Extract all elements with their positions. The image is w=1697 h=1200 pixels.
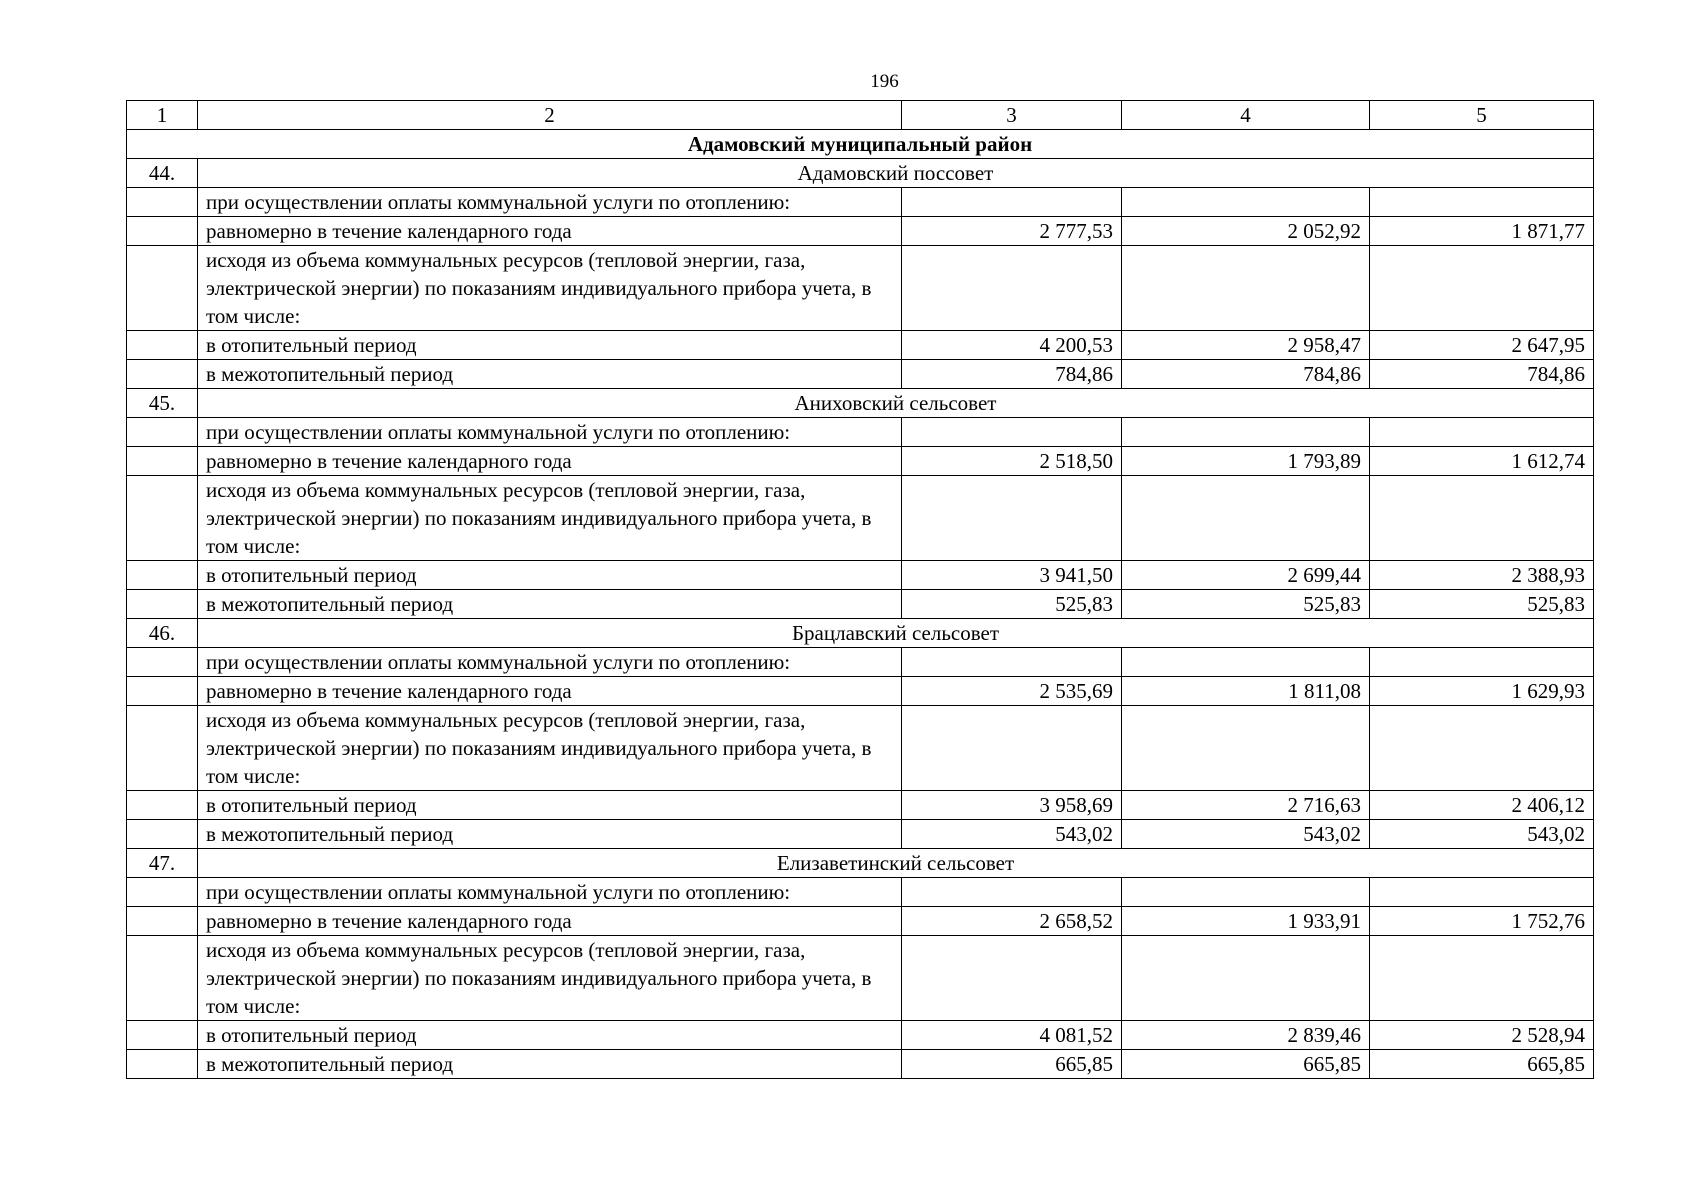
table-row <box>127 590 1594 619</box>
row-number-cell <box>127 188 198 217</box>
row-number-cell <box>127 1021 198 1050</box>
table-row <box>127 791 1594 820</box>
column-header-row <box>127 101 1594 130</box>
value-cell <box>1122 476 1370 561</box>
table-row <box>127 878 1594 907</box>
row-label-meter: исходя из объема коммунальных ресурсов (тепловой энергии, газа, электрической энергии) по показаниям индивидуального прибора учета, в том числе: <box>198 706 902 791</box>
value-cell <box>902 246 1122 331</box>
row-label-heating: в отопительный период <box>198 561 902 590</box>
value-cell <box>1370 648 1594 677</box>
table-row <box>127 246 1594 331</box>
value-cell: 2 406,12 <box>1370 791 1594 820</box>
value-cell: 2 388,93 <box>1370 561 1594 590</box>
row-label-even: равномерно в течение календарного года <box>198 217 902 246</box>
row-label-even: равномерно в течение календарного года <box>198 677 902 706</box>
value-cell <box>1122 648 1370 677</box>
value-cell: 784,86 <box>902 360 1122 389</box>
table-row <box>127 447 1594 476</box>
value-cell: 543,02 <box>1370 820 1594 849</box>
value-cell: 784,86 <box>1370 360 1594 389</box>
value-cell: 543,02 <box>902 820 1122 849</box>
table-row <box>127 706 1594 791</box>
row-label-meter: исходя из объема коммунальных ресурсов (тепловой энергии, газа, электрической энергии) по показаниям индивидуального прибора учета, в том числе: <box>198 476 902 561</box>
row-number-cell <box>127 246 198 331</box>
settlement-row <box>127 159 1594 188</box>
value-cell: 1 933,91 <box>1122 907 1370 936</box>
value-cell: 1 752,76 <box>1370 907 1594 936</box>
value-cell: 2 699,44 <box>1122 561 1370 590</box>
value-cell: 525,83 <box>1122 590 1370 619</box>
value-cell: 2 839,46 <box>1122 1021 1370 1050</box>
row-number-cell <box>127 936 198 1021</box>
value-cell <box>1122 188 1370 217</box>
value-cell: 3 941,50 <box>902 561 1122 590</box>
table-row <box>127 936 1594 1021</box>
value-cell <box>1122 878 1370 907</box>
value-cell <box>1122 418 1370 447</box>
value-cell <box>1122 706 1370 791</box>
column-header: 1 <box>127 101 198 130</box>
row-number-cell <box>127 418 198 447</box>
row-label-nonheating: в межотопительный период <box>198 360 902 389</box>
value-cell <box>1122 936 1370 1021</box>
table-row <box>127 188 1594 217</box>
value-cell <box>902 648 1122 677</box>
row-number-cell <box>127 648 198 677</box>
table-row <box>127 331 1594 360</box>
settlement-number: 46. <box>127 619 198 648</box>
row-label-payment: при осуществлении оплаты коммунальной услуги по отоплению: <box>198 188 902 217</box>
settlement-row <box>127 849 1594 878</box>
value-cell <box>1122 246 1370 331</box>
row-number-cell <box>127 878 198 907</box>
value-cell: 3 958,69 <box>902 791 1122 820</box>
value-cell: 2 528,94 <box>1370 1021 1594 1050</box>
value-cell <box>902 188 1122 217</box>
table-row <box>127 648 1594 677</box>
column-header: 2 <box>198 101 902 130</box>
row-label-payment: при осуществлении оплаты коммунальной услуги по отоплению: <box>198 878 902 907</box>
value-cell: 2 647,95 <box>1370 331 1594 360</box>
value-cell <box>1370 476 1594 561</box>
settlement-name: Аниховский сельсовет <box>198 389 1594 418</box>
settlement-number: 44. <box>127 159 198 188</box>
region-row <box>127 130 1594 159</box>
table-row <box>127 561 1594 590</box>
row-label-even: равномерно в течение календарного года <box>198 447 902 476</box>
row-number-cell <box>127 360 198 389</box>
value-cell: 2 777,53 <box>902 217 1122 246</box>
row-number-cell <box>127 447 198 476</box>
row-label-nonheating: в межотопительный период <box>198 1050 902 1079</box>
value-cell: 1 612,74 <box>1370 447 1594 476</box>
row-label-meter: исходя из объема коммунальных ресурсов (тепловой энергии, газа, электрической энергии) по показаниям индивидуального прибора учета, в том числе: <box>198 936 902 1021</box>
row-label-nonheating: в межотопительный период <box>198 590 902 619</box>
value-cell: 1 811,08 <box>1122 677 1370 706</box>
value-cell <box>1370 418 1594 447</box>
value-cell <box>1370 936 1594 1021</box>
value-cell: 525,83 <box>902 590 1122 619</box>
value-cell <box>902 476 1122 561</box>
value-cell <box>1370 706 1594 791</box>
row-number-cell <box>127 706 198 791</box>
column-header: 4 <box>1122 101 1370 130</box>
settlement-name: Брацлавский сельсовет <box>198 619 1594 648</box>
table-row <box>127 217 1594 246</box>
value-cell: 4 200,53 <box>902 331 1122 360</box>
value-cell: 4 081,52 <box>902 1021 1122 1050</box>
table-row <box>127 820 1594 849</box>
row-number-cell <box>127 907 198 936</box>
value-cell <box>1370 878 1594 907</box>
value-cell: 1 793,89 <box>1122 447 1370 476</box>
table-row <box>127 418 1594 447</box>
row-number-cell <box>127 590 198 619</box>
value-cell <box>902 706 1122 791</box>
value-cell: 2 518,50 <box>902 447 1122 476</box>
value-cell: 2 052,92 <box>1122 217 1370 246</box>
row-number-cell <box>127 217 198 246</box>
value-cell: 2 535,69 <box>902 677 1122 706</box>
settlement-number: 45. <box>127 389 198 418</box>
row-label-even: равномерно в течение календарного года <box>198 907 902 936</box>
value-cell <box>1370 246 1594 331</box>
table-row <box>127 677 1594 706</box>
row-number-cell <box>127 677 198 706</box>
row-number-cell <box>127 791 198 820</box>
row-label-heating: в отопительный период <box>198 1021 902 1050</box>
value-cell: 1 629,93 <box>1370 677 1594 706</box>
value-cell: 2 658,52 <box>902 907 1122 936</box>
row-number-cell <box>127 1050 198 1079</box>
row-label-heating: в отопительный период <box>198 331 902 360</box>
value-cell <box>902 878 1122 907</box>
table-row <box>127 1050 1594 1079</box>
row-label-payment: при осуществлении оплаты коммунальной услуги по отоплению: <box>198 648 902 677</box>
column-header: 5 <box>1370 101 1594 130</box>
value-cell <box>1370 188 1594 217</box>
table-row <box>127 360 1594 389</box>
row-label-nonheating: в межотопительный период <box>198 820 902 849</box>
value-cell: 2 958,47 <box>1122 331 1370 360</box>
row-number-cell <box>127 820 198 849</box>
settlement-name: Елизаветинский сельсовет <box>198 849 1594 878</box>
region-title: Адамовский муниципальный район <box>127 130 1594 159</box>
table-row <box>127 476 1594 561</box>
row-number-cell <box>127 476 198 561</box>
row-label-meter: исходя из объема коммунальных ресурсов (тепловой энергии, газа, электрической энергии) по показаниям индивидуального прибора учета, в том числе: <box>198 246 902 331</box>
value-cell: 543,02 <box>1122 820 1370 849</box>
value-cell <box>902 418 1122 447</box>
settlement-number: 47. <box>127 849 198 878</box>
page-number: 196 <box>870 71 899 92</box>
settlement-row <box>127 619 1594 648</box>
table-row <box>127 1021 1594 1050</box>
value-cell: 2 716,63 <box>1122 791 1370 820</box>
value-cell <box>902 936 1122 1021</box>
column-header: 3 <box>902 101 1122 130</box>
settlement-row <box>127 389 1594 418</box>
value-cell: 665,85 <box>1122 1050 1370 1079</box>
value-cell: 525,83 <box>1370 590 1594 619</box>
row-label-heating: в отопительный период <box>198 791 902 820</box>
value-cell: 1 871,77 <box>1370 217 1594 246</box>
settlement-name: Адамовский поссовет <box>198 159 1594 188</box>
value-cell: 665,85 <box>1370 1050 1594 1079</box>
row-number-cell <box>127 561 198 590</box>
value-cell: 665,85 <box>902 1050 1122 1079</box>
row-label-payment: при осуществлении оплаты коммунальной услуги по отоплению: <box>198 418 902 447</box>
row-number-cell <box>127 331 198 360</box>
value-cell: 784,86 <box>1122 360 1370 389</box>
tariff-table <box>126 100 1594 1079</box>
table-row <box>127 907 1594 936</box>
